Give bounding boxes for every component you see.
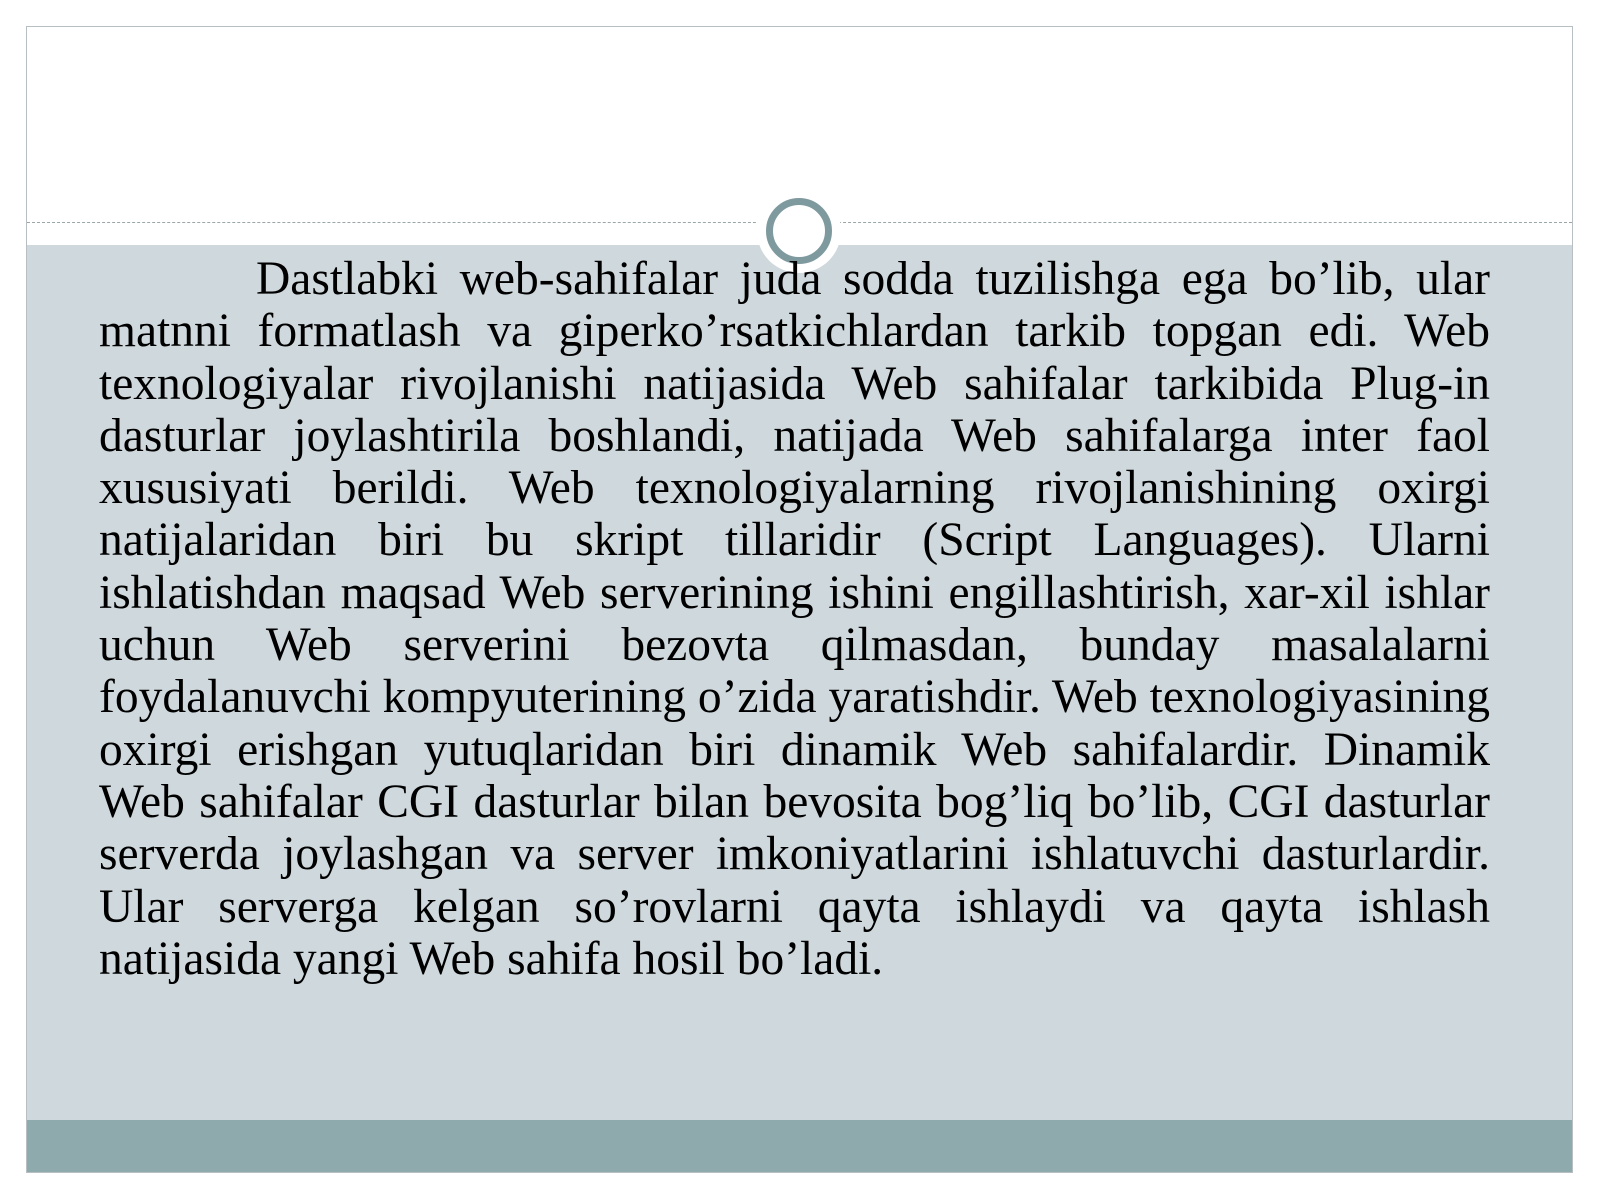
body-text: Dastlabki web-sahifalar juda sodda tuzilishga ega bo’lib, ular matnni formatlash va giperko’rsatkichlardan tarkib topgan edi. Web texnologiyalar rivojlanishi natijasida Web sahifalar tarkibida Plug-in dasturlar joylashtirila boshlandi, natijada Web sahifalarga inter faol xususiyati berildi. Web texnologiyalarning rivojlanishining oxirgi natijalaridan biri bu skript tillaridir (Script Languages). Ularni ishlatishdan maqsad Web serverining ishini engillashtirish, xar-xil ishlar uchun Web serverini bezovta qilmasdan, bunday masalalarni foydalanuvchi kompyuterining o’zida yaratishdir. Web texnologiyasining oxirgi erishgan yutuqlaridan biri dinamik Web sahifalardir. Dinamik Web sahifalar CGI dasturlar bilan bevosita bog’liq bo’lib, CGI dasturlar serverda joylashgan va server imkoniyatlarini ishlatuvchi dasturlardir. Ular serverga kelgan so’rovlarni qayta ishlaydi va qayta ishlash natijasida yangi Web sahifa hosil bo’ladi.	[99, 253, 1490, 985]
footer-bar	[27, 1120, 1572, 1173]
slide	[26, 26, 1573, 1173]
